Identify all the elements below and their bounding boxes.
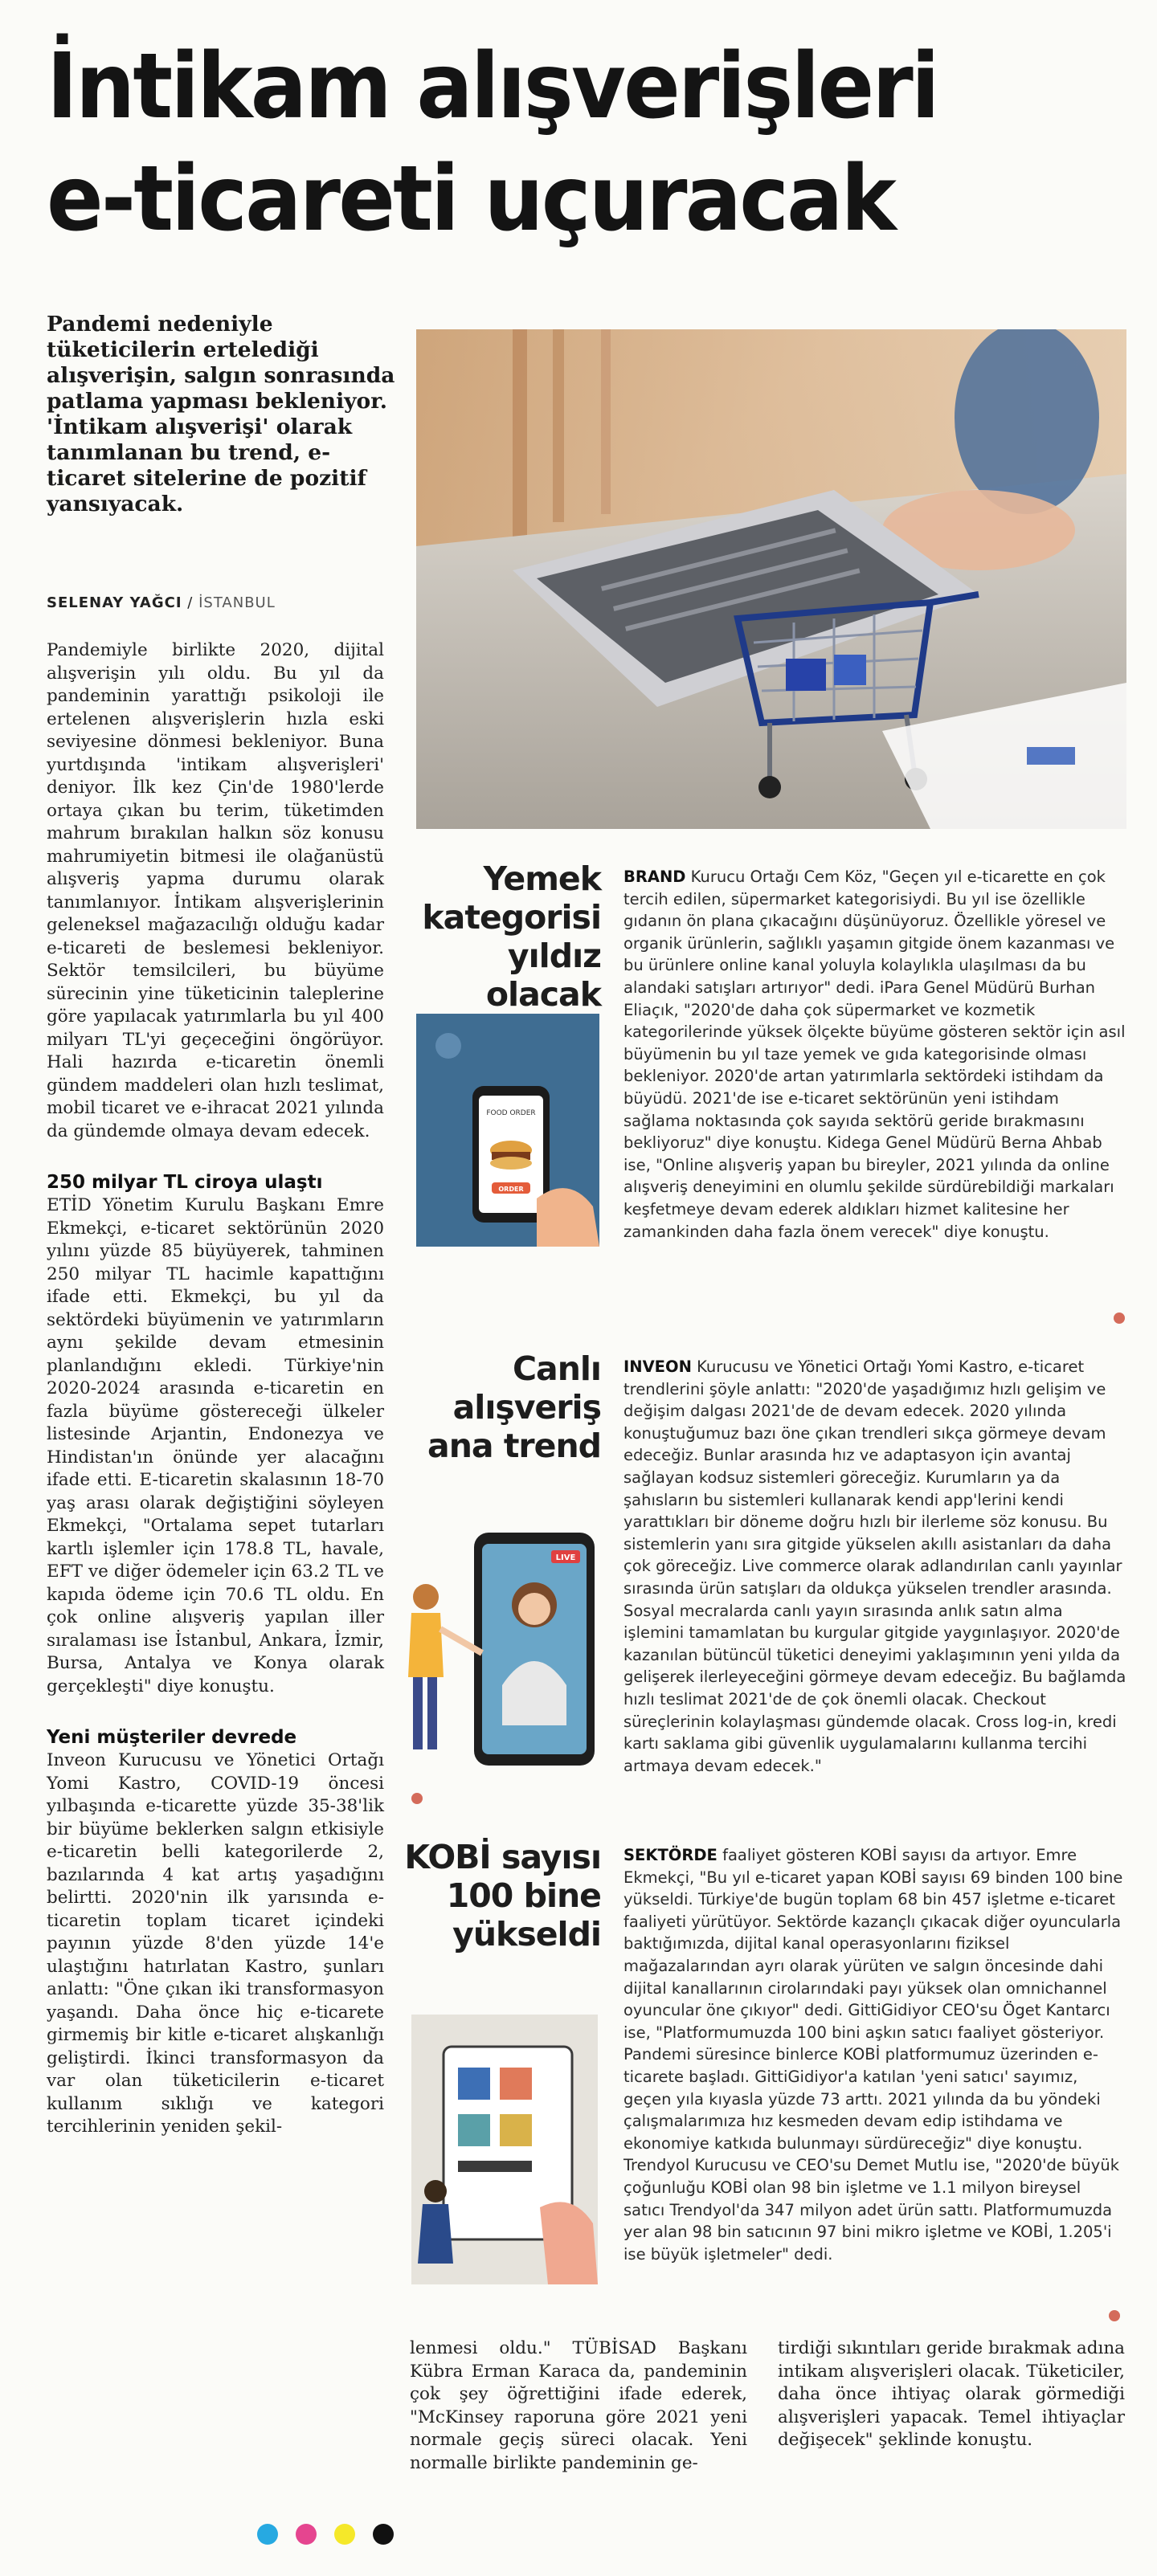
main-column — [47, 639, 384, 2139]
registration-dot-cyan — [257, 2524, 278, 2545]
box-text-canli: Kurucusu ve Yönetici Ortağı Yomi Kastro, e-ticaret trendlerini şöyle anlattı: "2020'de yaşadığımız hızlı gelişim ve değişim dalgası 2021'de de devam edecek. 2020 yılında konuştuğumuz bazı öne çıkan trendleri sıkça görmeye devam edeceğiz. Bunlar arasında hız ve adaptasyon için avantaj sağlayan kodsuz sistemleri göreceğiz. Kurumların ya da şahısların bu sistemleri kullanarak kendi app'lerini kendi yarattıkları bir döneme doğru hızlı bir ilerleme söz konusu. Bu sistemlerin yanı sıra gitgide yükselen akıllı asistanları da daha çok göreceğiz. Live commerce olarak adlandırılan canlı yayınlar sırasında ürün satışları da oldukça yükselen trendler arasında. Sosyal mecralarda canlı yayın sırasında anlık satın alma işlemini tamamlatan bu kurgular gitgide yaygınlaşıyor. 2020'de kazanılan bütüncül tüketici deneyimi yaklaşımının yeni yılda da gelişerek ilerleyeceğini görmeye devam edeceğiz. Bu bağlamda hızlı teslimat 2021'de de çok önemli olacak. Checkout süreçlerinin kolaylaşması gündemde olacak. Cross log-in, kredi kartı saklama gibi güvenlik uygulamalarını kullanma tercihi artmaya devam edecek." — [623, 1357, 1126, 1775]
intro-paragraph: Pandemiyle birlikte 2020, dijital alışverişin yılı oldu. Bu yıl da pandeminin yarattığı psikoloji ile ertelenen alışverişlerin hızla eski seviyesine dönmesi bekleniyor. Buna yurtdışında 'intikam alışverişleri' deniyor. İlk kez Çin'de 1980'lerde ortaya çıkan bu terim, tüketimden mahrum bırakılan halkın söz konusu mahrumiyetin bitmesi ile olağanüstü alışveriş yapma durumu olarak tanımlanıyor. İntikam alışverişlerinin geleneksel mağazacılığı olduğu kadar e-ticareti de beslemesi bekleniyor. Sektör temsilcileri, bu büyüme sürecinin yine tüketicinin taleplerine göre yapılacak yatırımlarla bu yıl 400 milyarı TL'yi geçeceğini öngörüyor. Hali hazırda e-ticaretin önemli gündem maddeleri olan hızlı teslimat, mobil ticaret ve e-ihracat 2021 yılında da gündemde olmaya devam edecek. — [47, 640, 384, 1141]
byline — [47, 594, 400, 611]
box-end-dot-2 — [411, 1793, 423, 1804]
box-lead-inveon: INVEON — [623, 1357, 692, 1376]
subhead-yeni-musteriler: Yeni müşteriler devrede — [47, 1727, 297, 1748]
food-order-label: FOOD ORDER — [486, 1109, 536, 1117]
continuation-column-2 — [778, 2337, 1125, 2452]
box-title-kobi-line-3: yükseldi — [452, 1915, 601, 1953]
order-button-label: ORDER — [498, 1186, 524, 1193]
box-end-dot — [1114, 1312, 1125, 1324]
hero-photo — [416, 329, 1126, 829]
box-title-kobi-line-2: 100 bine — [446, 1876, 601, 1915]
byline-city: İSTANBUL — [198, 594, 276, 611]
headline-line-2: e-ticareti uçuracak — [47, 147, 895, 251]
subhead-250-milyar: 250 milyar TL ciroya ulaştı — [47, 1172, 323, 1193]
box-title-canli — [384, 1349, 601, 1465]
box-lead-brand: BRAND — [623, 868, 686, 886]
headline — [47, 31, 1048, 255]
box-title-yemek-line-2: kategorisi — [422, 898, 601, 937]
shopping-cart-laptop-illustration — [416, 329, 1126, 829]
headline-line-1: İntikam alışverişleri — [47, 35, 938, 139]
food-order-illustration — [416, 1014, 599, 1247]
byline-author: SELENAY YAĞCI — [47, 594, 182, 611]
live-shopping-illustration — [394, 1525, 611, 1774]
box-end-dot-3 — [1109, 2310, 1120, 2321]
deck: Pandemi nedeniyle tüketicilerin ertelediği alışverişin, salgın sonrasında patlama yapması bekleniyor. 'İntikam alışverişi' olarak tanımlanan bu trend, e-ticaret sitelerine de pozitif yansıyacak. — [47, 312, 395, 516]
box-body-kobi — [623, 1844, 1126, 2265]
box-title-yemek — [384, 859, 601, 1014]
continuation-text-1: lenmesi oldu." TÜBİSAD Başkanı Kübra Erman Karaca da, pandeminin çok şey öğrettiğini ifade ederek, "McKinsey raporuna göre 2021 yeni normale geçiş süreci olacak. Yeni normalle birlikte pandeminin ge- — [410, 2338, 747, 2473]
box-title-canli-line-1: Canlı — [512, 1349, 601, 1388]
continuation-text-2: tirdiği sıkıntıları geride bırakmak adına intikam alışverişleri olacak. Tüketiciler, daha önce ihtiyaç olarak görmediği alışverişleri yapacak. Temel ihtiyaçlar değişecek" şeklinde konuştu. — [778, 2338, 1125, 2450]
box-lead-sektorde: SEKTÖRDE — [623, 1846, 718, 1864]
online-store-illustration — [411, 2015, 598, 2284]
box-body-canli — [623, 1356, 1126, 1777]
paragraph-etid: ETİD Yönetim Kurulu Başkanı Emre Ekmekçi, e-ticaret sektörünün 2020 yılını yüzde 85 büyüyerek, tahminen 250 milyar TL hacimle kapattığını ifade etti. Ekmekçi, bu yıl da sektördeki büyümenin ve yatırımların aynı şekilde devam etmesinin planlandığını ekledi. Türkiye'nin 2020-2024 arasında e-ticaretin en fazla büyüme göstereceği ülkeler listesinde Arjantin, Endonezya ve Hindistan'ın önünde yer alacağını ifade etti. E-ticaretin skalasının 18-70 yaş arası olarak değiştiğini söyleyen Ekmekçi, "Ortalama sepet tutarları kartlı işlemler için 178.8 TL, havale, EFT ve diğer ödemeler için 63.2 TL ve kapıda ödeme için 70.6 TL oldu. En çok online alışveriş yapılan iller sıralaması ise İstanbul, Ankara, İzmir, Bursa, Antalya ve Konya olarak gerçekleşti" diye konuştu. — [47, 1195, 384, 1696]
byline-separator: / — [187, 594, 194, 611]
box-title-yemek-line-3: yıldız olacak — [485, 937, 601, 1014]
box-title-yemek-line-1: Yemek — [483, 859, 601, 898]
live-badge: LIVE — [555, 1553, 576, 1562]
registration-dot-yellow — [334, 2524, 355, 2545]
box-title-canli-line-3: ana trend — [427, 1427, 601, 1465]
box-title-canli-line-2: alışveriş — [452, 1388, 601, 1427]
box-text-yemek: Kurucu Ortağı Cem Köz, "Geçen yıl e-ticarette en çok tercih edilen, süpermarket kategorisiydi. Bu yıl ise özellikle gıdanın ön plana çıkacağını düşünüyoruz. Özellikle yöresel ve organik ürünlerin, sağlıklı yaşamın gitgide önem kazanması ve bu ürünlere online kanal yoluyla kolaylıkla ulaşılması da bu alandaki satışları artırıyor" dedi. iPara Genel Müdürü Burhan Eliaçık, "2020'de daha çok süpermarket ve kozmetik kategorilerinde yüksek ölçekte büyüme gösteren sektör için asıl büyümenin bu yıl taze yemek ve gıda kategorisinde olması bekleniyor. 2020'de artan yatırımlarla sektördeki istihdam da büyüdü. 2021'de ise e-ticaret sektörünün yeni istihdam sağlama noktasında çok sayıda sektörü geride bırakmasını bekliyoruz" diye konuştu. Kidega Genel Müdürü Berna Ahbab ise, "Online alışveriş yapan bu bireyler, 2021 yılında da online alışveriş deneyimini en olumlu şekilde sürdürebildiği markaları keşfetmeye devam ederek aldıkları hizmet kalitesine her zamankinden daha fazla önem verecek" diye konuştu. — [623, 868, 1126, 1241]
box-text-kobi: faaliyet gösteren KOBİ sayısı da artıyor. Emre Ekmekçi, "Bu yıl e-ticaret yapan KOBİ sayısı 69 binden 100 bine yükseldi. Türkiye'de bugün toplam 68 bin 457 işletme e-ticaret faaliyeti yürütüyor. Sektörde kazançlı çıkacak diğer oyuncularla baktığımızda, dijital kanal operasyonlarını fiziksel mağazalarından ayrı olarak yürüten ve salgın öncesinde dahi dijital kanallarının cirolarındaki payı yüksek olan omnichannel oyuncular öne çıkıyor" dedi. GittiGidiyor CEO'su Öget Kantarcı ise, "Platformumuzda 100 bini aşkın satıcı faaliyet gösteriyor. Pandemi süresince binlerce KOBİ platformumuz üzerinden e-ticarete başladı. GittiGidiyor'a katılan 'yeni satıcı' sayımız, geçen yıla kıyasla yüzde 73 arttı. 2021 yılında da bu yöndeki çalışmalarımıza hız kesmeden devam edip istihdama ve ekonomiye katkıda bulunmayı sürdüreceğiz" diye konuştu. Trendyol Kurucusu ve CEO'su Demet Mutlu ise, "2020'de büyük çoğunluğu KOBİ olan 98 bin işletme ve 1.1 milyon bireysel satıcı Trendyol'da 347 milyon adet ürün sattı. Platformumuzda yer alan 98 bin satıcının 97 bini mikro işletme ve KOBİ, 1.205'i ise büyük işletmeler" dedi. — [623, 1846, 1123, 2264]
continuation-column-1 — [410, 2337, 747, 2475]
registration-dot-black — [373, 2524, 394, 2545]
box-body-yemek — [623, 866, 1126, 1243]
paragraph-inveon: Inveon Kurucusu ve Yönetici Ortağı Yomi Kastro, COVID-19 öncesi yılbaşında e-ticarette yüzde 35-38'lik bir büyüme beklerken salgın etkisiyle e-ticaretin belli kategorilerde 2, bazılarında 4 kat artış yaşadığını belirtti. 2020'nin ilk yarısında e-ticaretin toplam ticaret içindeki payının yüzde 8'den yüzde 14'e ulaştığını hatırlatan Kastro, şunları anlattı: "Öne çıkan iki transformasyon yaşandı. Daha önce hiç e-ticarete girmemiş bir kitle e-ticaret alışkanlığı geliştirdi. İkinci transformasyon da var olan tüketicilerin e-ticaret kullanım sıklığı ve kategori tercihlerinin yeniden şekil- — [47, 1750, 384, 2137]
box-title-kobi — [384, 1838, 601, 1953]
registration-dot-magenta — [296, 2524, 317, 2545]
box-title-kobi-line-1: KOBİ sayısı — [404, 1838, 601, 1876]
